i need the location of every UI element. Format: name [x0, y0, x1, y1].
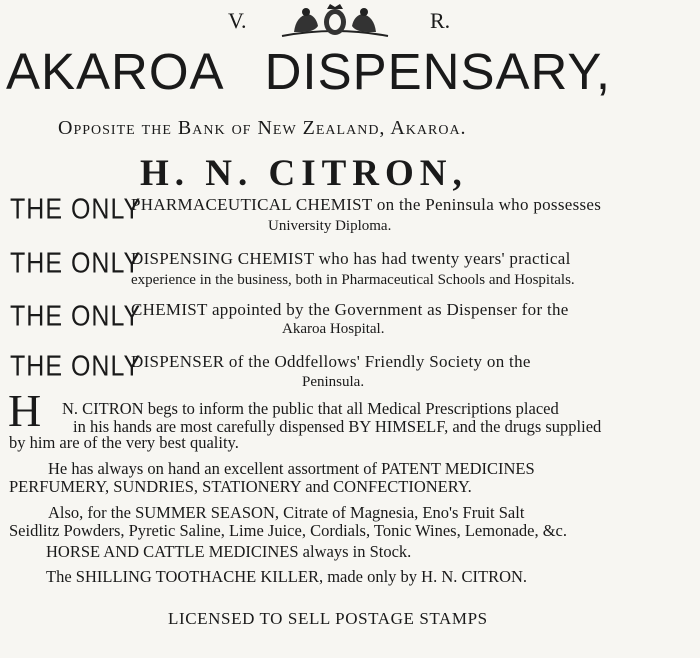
only-line2: experience in the business, both in Pharmaceutical Schools and Hospitals. — [131, 272, 575, 288]
header-v: V. — [228, 8, 247, 33]
paragraph-line: HORSE AND CATTLE MEDICINES always in Stock. — [46, 542, 412, 561]
only-line1: CHEMIST appointed by the Government as Dispenser for the — [131, 300, 569, 319]
paragraph-line: The SHILLING TOOTHACHE KILLER, made only by H. N. CITRON. — [46, 567, 528, 586]
only-label: THE ONLY — [10, 193, 142, 226]
only-label: THE ONLY — [10, 300, 142, 333]
title-word-akaroa: AKAROA — [6, 43, 225, 100]
paragraph-line: PERFUMERY, SUNDRIES, STATIONERY and CONFECTIONERY. — [9, 477, 472, 496]
paragraph-line: N. CITRON begs to inform the public that all Medical Prescriptions placed — [62, 399, 559, 418]
page-title — [6, 43, 696, 100]
only-label: THE ONLY — [10, 247, 142, 280]
paragraph-line: Also, for the SUMMER SEASON, Citrate of Magnesia, Eno's Fruit Salt — [48, 503, 525, 522]
paragraph-line: by him are of the very best quality. — [9, 433, 239, 452]
drop-cap: H — [8, 385, 42, 436]
only-line2: Peninsula. — [302, 374, 365, 390]
only-line2: University Diploma. — [268, 218, 392, 234]
only-line1: DISPENSER of the Oddfellows' Friendly Society on the — [131, 352, 531, 371]
only-line1: PHARMACEUTICAL CHEMIST on the Peninsula who possesses — [131, 195, 602, 214]
paragraph-line: in his hands are most carefully dispensed BY HIMSELF, and the drugs supplied — [73, 417, 602, 436]
address-line: Opposite the Bank of New Zealand, Akaroa. — [58, 117, 467, 139]
title-word-dispensary: DISPENSARY, — [264, 43, 612, 100]
header-r: R. — [430, 8, 451, 33]
paragraph-line: He has always on hand an excellent assortment of PATENT MEDICINES — [48, 459, 535, 478]
royal-coat-of-arms-icon — [272, 2, 398, 40]
paragraph-line: Seidlitz Powders, Pyretic Saline, Lime Juice, Cordials, Tonic Wines, Lemonade, &c. — [9, 521, 568, 540]
only-line2: Akaroa Hospital. — [282, 321, 385, 337]
proprietor-name: H. N. CITRON, — [140, 153, 468, 194]
footer-notice: LICENSED TO SELL POSTAGE STAMPS — [168, 609, 488, 628]
only-label: THE ONLY — [10, 350, 142, 383]
only-line1: DISPENSING CHEMIST who has had twenty years' practical — [131, 249, 571, 268]
